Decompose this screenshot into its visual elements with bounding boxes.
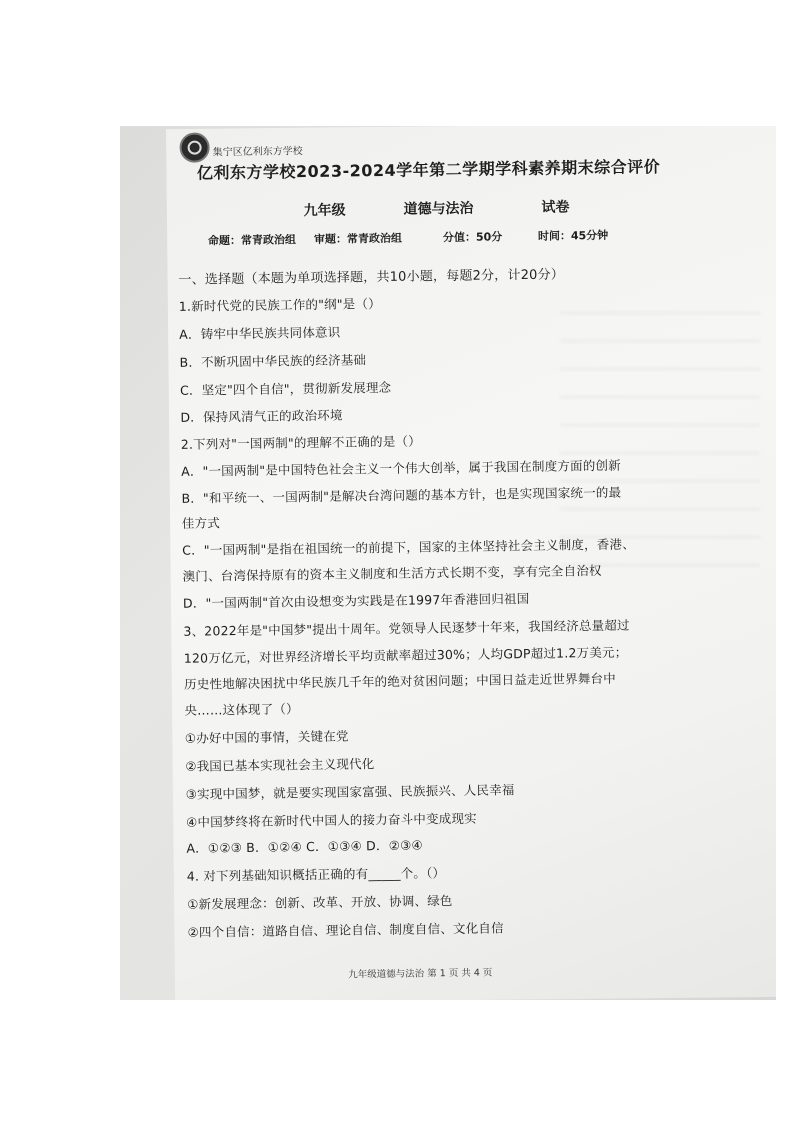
reviewers-label: 审题：常青政治组 bbox=[313, 231, 402, 246]
school-badge-text: 集宁区亿利东方学校 bbox=[212, 146, 303, 159]
question-line: ④中国梦终将在新时代中国人的接力奋斗中变成现实 bbox=[185, 810, 477, 830]
authors-label: 命题：常青政治组 bbox=[207, 233, 297, 248]
question-line: ①新发展理念：创新、改革、开放、协调、绿色 bbox=[187, 893, 453, 912]
question-line: B．"和平统一、一国两制"是解决台湾问题的基本方针，也是实现国家统一的最 bbox=[181, 484, 622, 506]
question-line: 1.新时代党的民族工作的"纲"是（） bbox=[178, 296, 381, 314]
question-line: C．"一国两制"是指在祖国统一的前提下，国家的主体坚持社会主义制度，香港、 bbox=[182, 536, 635, 558]
school-logo-icon bbox=[179, 132, 209, 162]
exam-photo bbox=[120, 126, 776, 1000]
exam-content bbox=[120, 126, 776, 1000]
question-line: A．"一国两制"是中国特色社会主义一个伟大创举，属于我国在制度方面的创新 bbox=[181, 457, 621, 479]
question-line: ②四个自信：道路自信、理论自信、制度自信、文化自信 bbox=[187, 920, 504, 940]
paper-type-label: 试卷 bbox=[541, 199, 570, 216]
question-line: 澳门、台湾保持原有的资本主义制度和生活方式长期不变，享有完全自治权 bbox=[182, 562, 602, 584]
question-line: 4. 对下列基础知识概括正确的有_____个。（） bbox=[186, 865, 446, 884]
question-line: 历史性地解决困扰中华民族几千年的绝对贫困问题；中国日益走近世界舞台中 bbox=[184, 670, 616, 692]
question-line: 2.下列对"一国两制"的理解不正确的是（） bbox=[180, 433, 421, 452]
subject-label: 道德与法治 bbox=[403, 200, 474, 218]
logo-ring-icon bbox=[188, 141, 202, 155]
question-line: A．①②③ B．①②④ C．①③④ D．②③④ bbox=[186, 837, 423, 856]
question-line: ③实现中国梦，就是要实现国家富强、民族振兴、人民幸福 bbox=[185, 782, 515, 802]
question-line: D．"一国两制"首次由设想变为实践是在1997年香港回归祖国 bbox=[182, 590, 530, 611]
question-line: C．坚定"四个自信"，贯彻新发展理念 bbox=[179, 379, 392, 398]
score-label: 分值：50分 bbox=[442, 230, 503, 245]
question-line: ①办好中国的事情，关键在党 bbox=[184, 728, 349, 746]
section-title: 一、选择题（本题为单项选择题，共10小题，每题2分，计20分） bbox=[178, 267, 565, 288]
question-line: 佳方式 bbox=[181, 515, 221, 531]
grade-label: 九年级 bbox=[303, 202, 346, 220]
exam-title: 亿利东方学校2023-2024学年第二学期学科素养期末综合评价 bbox=[196, 157, 661, 183]
question-line: 120万亿元，对世界经济增长平均贡献率超过30%；人均GDP超过1.2万美元； bbox=[183, 644, 628, 666]
question-line: A．铸牢中华民族共同体意识 bbox=[179, 324, 341, 342]
question-line: 3、2022年是"中国梦"提出十周年。党领导人民逐梦十年来，我国经济总量超过 bbox=[183, 617, 630, 639]
question-line: 央……这体现了（） bbox=[184, 701, 299, 718]
time-label: 时间：45分钟 bbox=[537, 228, 609, 243]
page-footer: 九年级道德与法治 第 1 页 共 4 页 bbox=[348, 967, 493, 981]
question-line: D．保持风清气正的政治环境 bbox=[180, 407, 343, 425]
question-line: ②我国已基本实现社会主义现代化 bbox=[185, 756, 375, 774]
question-line: B．不断巩固中华民族的经济基础 bbox=[179, 352, 367, 370]
